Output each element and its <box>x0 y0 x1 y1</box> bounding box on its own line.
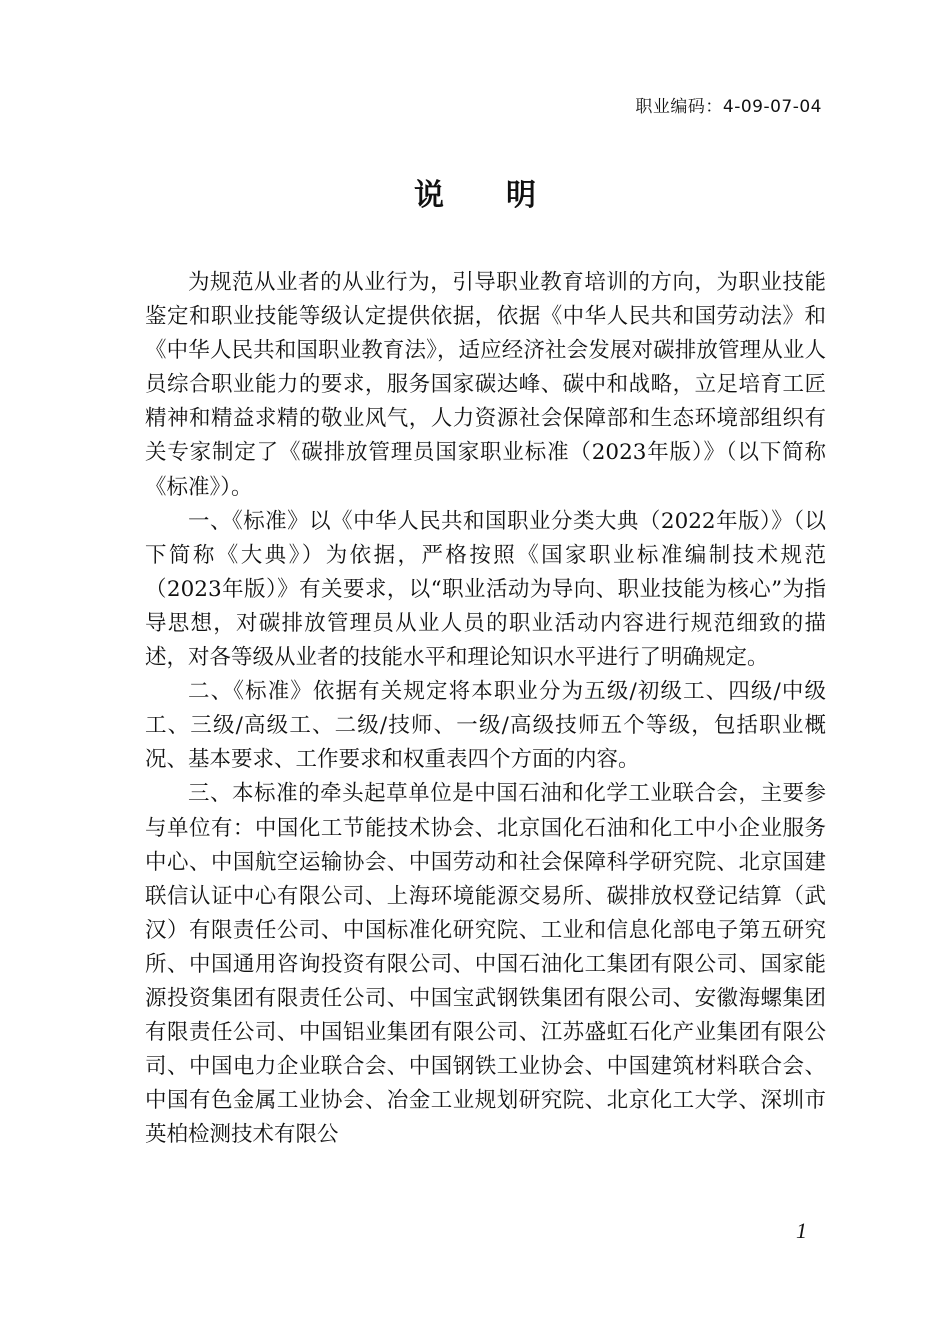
page-number: 1 <box>796 1218 807 1243</box>
occupation-code: 职业编码：4-09-07-04 <box>635 97 822 117</box>
page-title: 说明 <box>414 178 598 213</box>
paragraph-item-1: 一、《标准》以《中华人民共和国职业分类大典（2022年版）》（以下简称《大典》）为依据，严格按照《国家职业标准编制技术规范（2023年版）》有关要求，以“职业活动为导向、职业技能为核心”为指导思想，对碳排放管理员从业人员的职业活动内容进行规范细致的描述，对各等级从业者的技能水平和理论知识水平进行了明确规定。 <box>145 508 827 671</box>
body-text <box>145 266 826 1152</box>
paragraph-item-2: 二、《标准》依据有关规定将本职业分为五级/初级工、四级/中级工、三级/高级工、二级/技师、一级/高级技师五个等级，包括职业概况、基本要求、工作要求和权重表四个方面的内容。 <box>145 679 826 773</box>
paragraph-item-3: 三、本标准的牵头起草单位是中国石油和化学工业联合会，主要参与单位有：中国化工节能技术协会、北京国化石油和化工中小企业服务中心、中国航空运输协会、中国劳动和社会保障科学研究院、北京国建联信认证中心有限公司、上海环境能源交易所、碳排放权登记结算（武汉）有限责任公司、中国标准化研究院、工业和信息化部电子第五研究所、中国通用咨询投资有限公司、中国石油化工集团有限公司、国家能源投资集团有限责任公司、中国宝武钢铁集团有限公司、安徽海螺集团有限责任公司、中国铝业集团有限公司、江苏盛虹石化产业集团有限公司、中国电力企业联合会、中国钢铁工业协会、中国建筑材料联合会、中国有色金属工业协会、冶金工业规划研究院、北京化工大学、深圳市英柏检测技术有限公 <box>145 781 826 1148</box>
paragraph-intro: 为规范从业者的从业行为，引导职业教育培训的方向，为职业技能鉴定和职业技能等级认定提供依据，依据《中华人民共和国劳动法》和《中华人民共和国职业教育法》，适应经济社会发展对碳排放管理从业人员综合职业能力的要求，服务国家碳达峰、碳中和战略，立足培育工匠精神和精益求精的敬业风气，人力资源社会保障部和生态环境部组织有关专家制定了《碳排放管理员国家职业标准（2023年版）》（以下简称《标准》）。 <box>145 270 826 500</box>
